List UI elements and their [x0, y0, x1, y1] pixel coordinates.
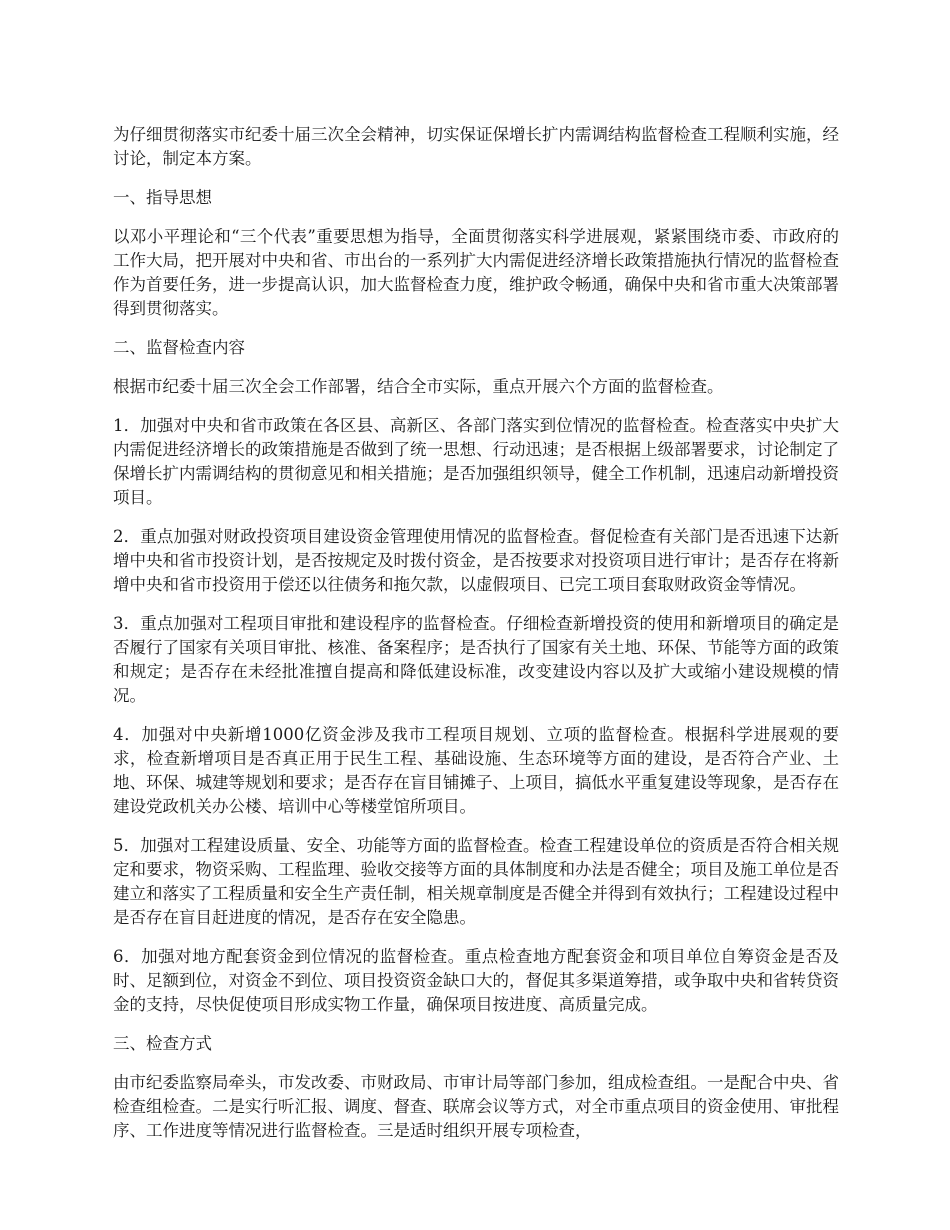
document-body [113, 123, 839, 1158]
inspection-item-5: 5．加强对工程建设质量、安全、功能等方面的监督检查。检查工程建设单位的资质是否符合相关规定和要求，物资采购、工程监理、验收交接等方面的具体制度和办法是否健全；项目及施工单位是否建立和落实了工程质量和安全生产责任制，相关规章制度是否健全并得到有效执行；工程建设过程中是否存在盲目赶进度的情况，是否存在安全隐患。 [113, 836, 839, 927]
intro-paragraph: 为仔细贯彻落实市纪委十届三次全会精神，切实保证保增长扩内需调结构监督检查工程顺利实施，经讨论，制定本方案。 [113, 125, 839, 168]
inspection-item-2: 2．重点加强对财政投资项目建设资金管理使用情况的监督检查。督促检查有关部门是否迅速下达新增中央和省市投资计划，是否按规定及时拨付资金，是否按要求对投资项目进行审计；是否存在将新增中央和省市投资用于偿还以往债务和拖欠款，以虚假项目、已完工项目套取财政资金等情况。 [113, 527, 839, 594]
guiding-ideology-paragraph: 以邓小平理论和“三个代表”重要思想为指导，全面贯彻落实科学进展观，紧紧围绕市委、市政府的工作大局，把开展对中央和省、市出台的一系列扩大内需促进经济增长政策措施执行情况的监督检查作为首要任务，进一步提高认识，加大监督检查力度，维护政令畅通，确保中央和省市重大决策部署得到贯彻落实。 [113, 227, 839, 318]
section-heading-inspection-method: 三、检查方式 [113, 1034, 212, 1053]
section-heading-guiding-ideology: 一、指导思想 [113, 188, 212, 207]
section-heading-inspection-content: 二、监督检查内容 [113, 338, 245, 357]
inspection-item-1: 1．加强对中央和省市政策在各区县、高新区、各部门落实到位情况的监督检查。检查落实中央扩大内需促进经济增长的政策措施是否做到了统一思想、行动迅速；是否根据上级部署要求，讨论制定了保增长扩内需调结构的贯彻意见和相关措施；是否加强组织领导，健全工作机制，迅速启动新增投资项目。 [113, 416, 839, 507]
inspection-content-lead: 根据市纪委十届三次全会工作部署，结合全市实际，重点开展六个方面的监督检查。 [113, 377, 724, 396]
inspection-item-6: 6．加强对地方配套资金到位情况的监督检查。重点检查地方配套资金和项目单位自筹资金是否及时、足额到位，对资金不到位、项目投资资金缺口大的，督促其多渠道筹措，或争取中央和省转贷资金的支持，尽快促使项目形成实物工作量，确保项目按进度、高质量完成。 [113, 947, 839, 1014]
inspection-item-4: 4．加强对中央新增1000亿资金涉及我市工程项目规划、立项的监督检查。根据科学进展观的要求，检查新增项目是否真正用于民生工程、基础设施、生态环境等方面的建设，是否符合产业、土地、环保、城建等规划和要求；是否存在盲目铺摊子、上项目，搞低水平重复建设等现象，是否存在建设党政机关办公楼、培训中心等楼堂馆所项目。 [113, 725, 839, 816]
inspection-method-paragraph: 由市纪委监察局牵头，市发改委、市财政局、市审计局等部门参加，组成检查组。一是配合中央、省检查组检查。二是实行听汇报、调度、督查、联席会议等方式，对全市重点项目的资金使用、审批程序、工作进度等情况进行监督检查。三是适时组织开展专项检查， [113, 1073, 839, 1140]
inspection-item-3: 3．重点加强对工程项目审批和建设程序的监督检查。仔细检查新增投资的使用和新增项目的确定是否履行了国家有关项目审批、核准、备案程序；是否执行了国家有关土地、环保、节能等方面的政策和规定；是否存在未经批准擅自提高和降低建设标准，改变建设内容以及扩大或缩小建设规模的情况。 [113, 614, 839, 705]
